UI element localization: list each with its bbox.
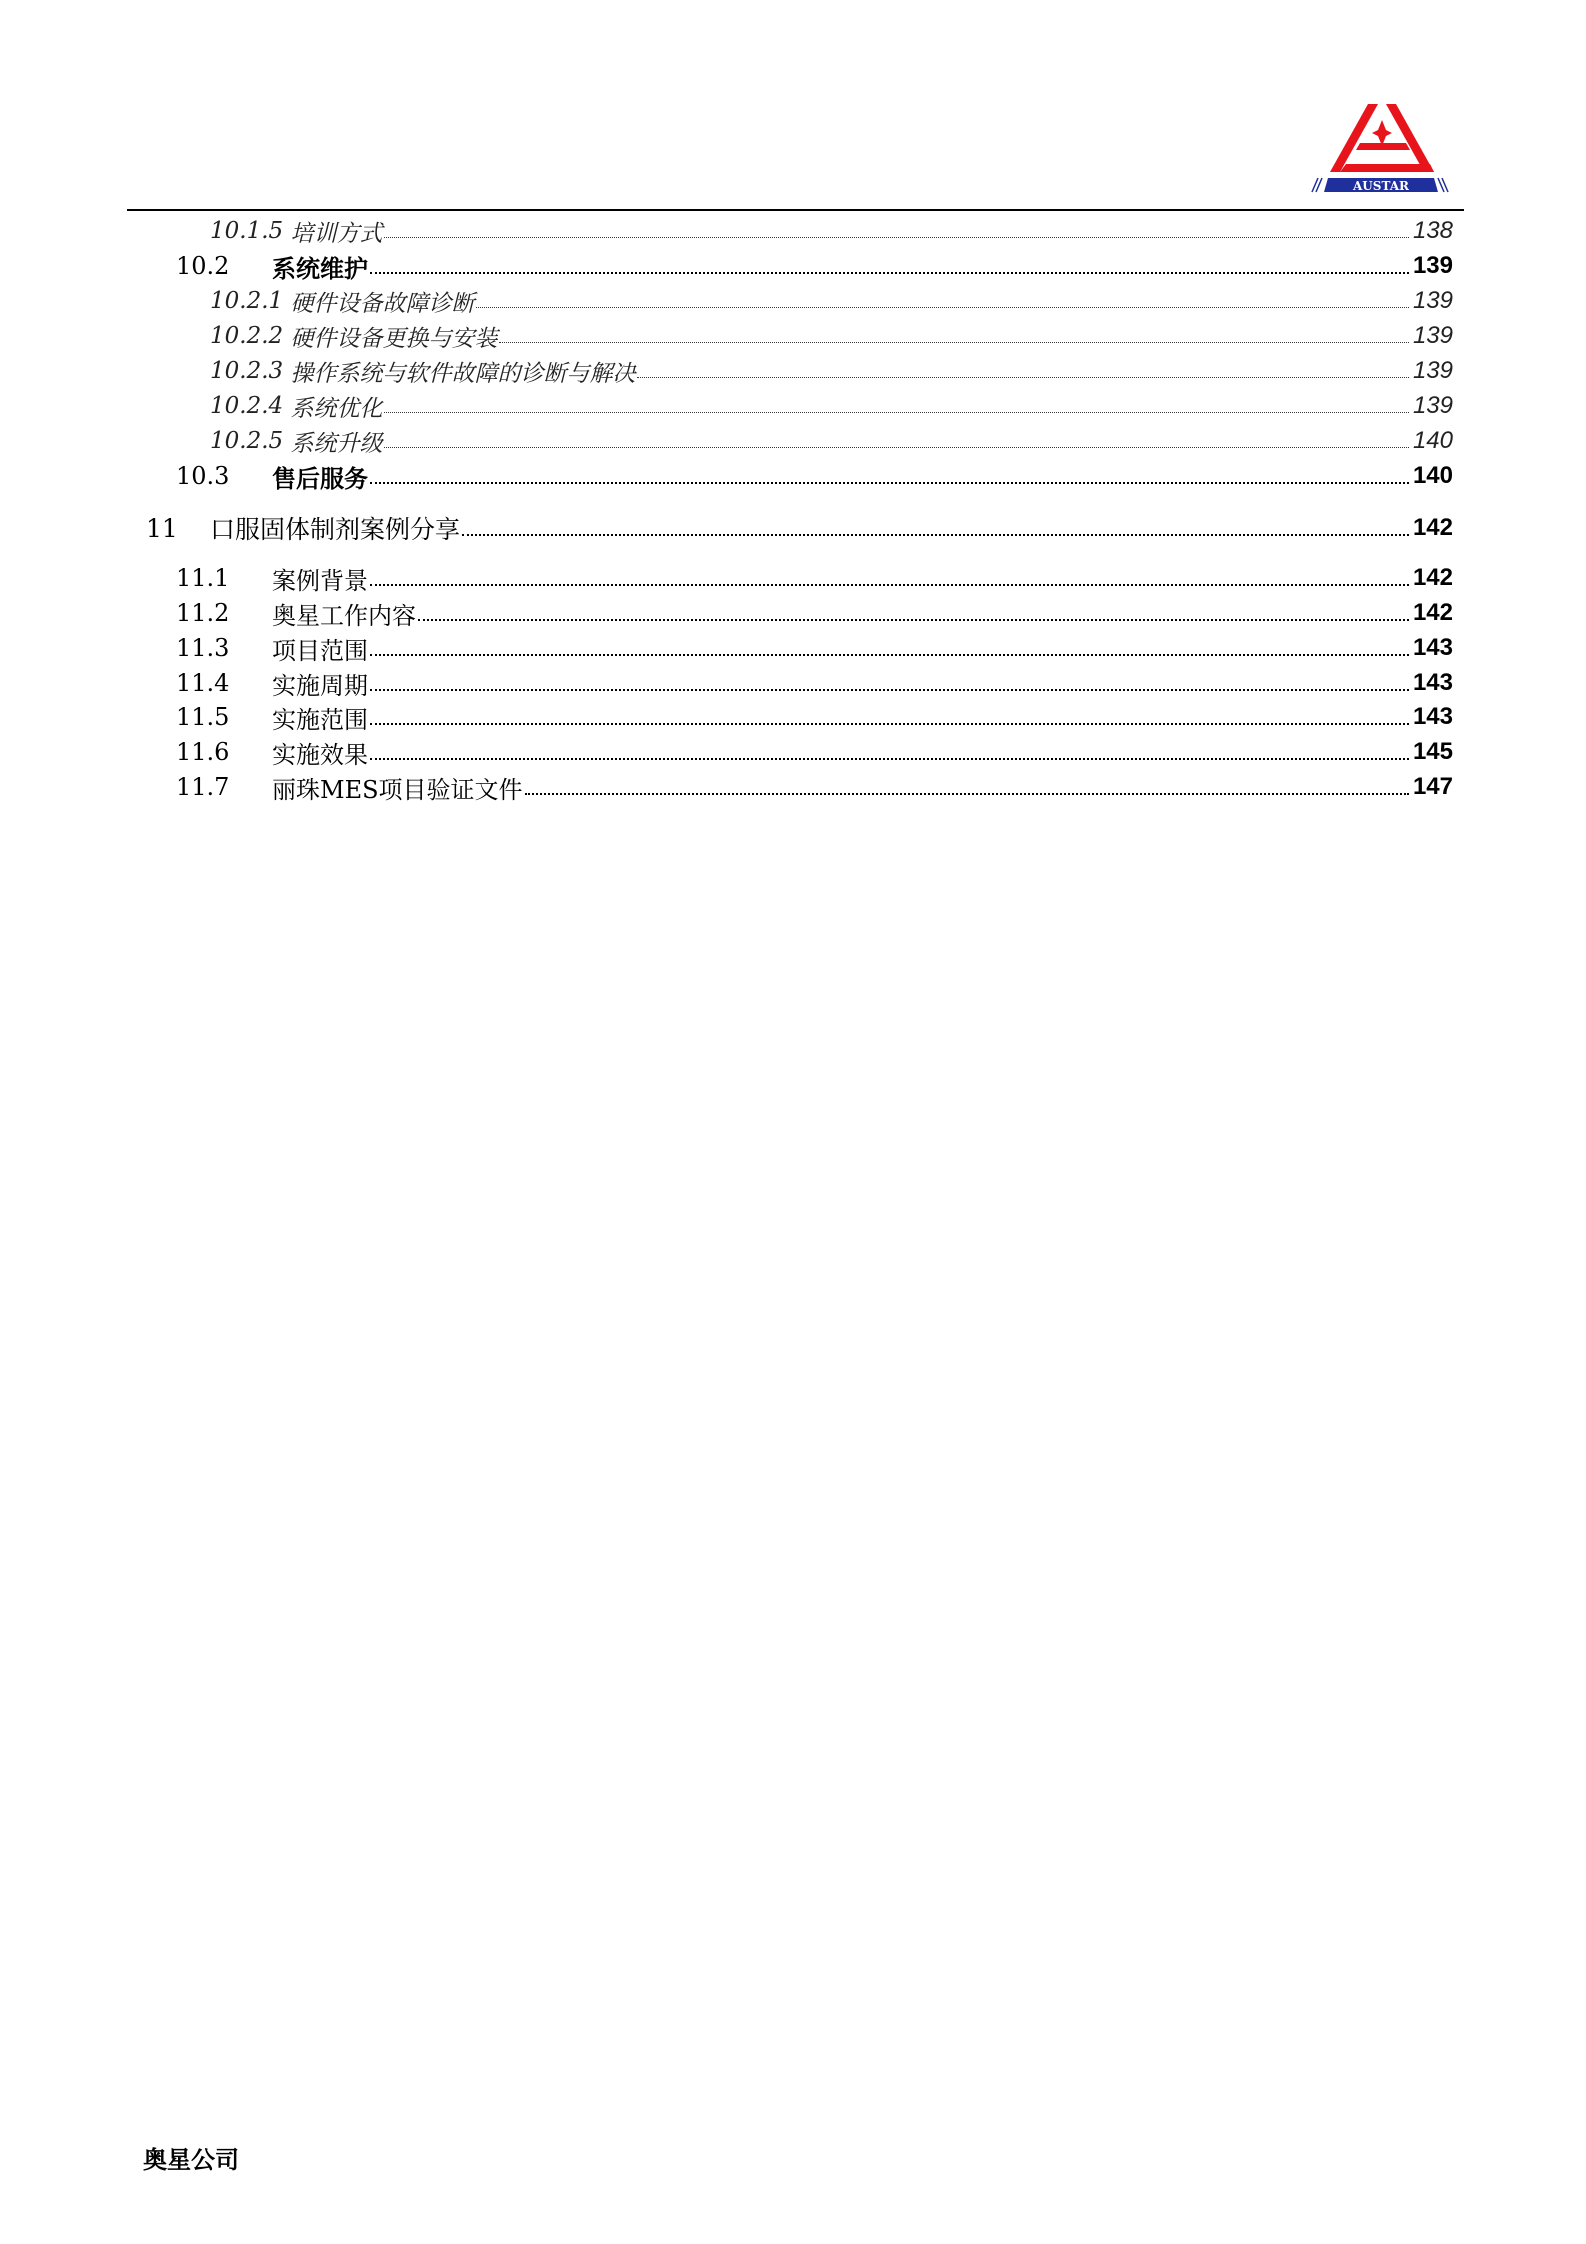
toc-number: 11.1 <box>176 564 230 592</box>
toc-number: 11 <box>146 513 178 543</box>
toc-title: 丽珠MES项目验证文件 <box>272 775 523 804</box>
toc-title: 项目范围 <box>272 636 368 665</box>
dot-leader <box>637 360 1408 382</box>
toc-page: 139 <box>1412 392 1453 419</box>
dot-leader <box>370 706 1409 728</box>
toc-number: 11.7 <box>176 773 230 801</box>
toc-number: 11.5 <box>176 703 230 731</box>
toc-entry-10-2[interactable] <box>176 249 1453 283</box>
header-rule <box>127 209 1464 211</box>
toc-title: 售后服务 <box>272 463 368 493</box>
toc-title: 实施周期 <box>272 671 368 700</box>
toc-page: 143 <box>1412 634 1453 661</box>
toc-entry-10-1-5[interactable] <box>210 214 1453 248</box>
toc-page: 143 <box>1412 669 1453 696</box>
toc-title: 实施效果 <box>272 740 368 769</box>
toc-entry-10-2-2[interactable] <box>210 319 1453 353</box>
toc-number: 11.4 <box>176 669 230 697</box>
toc-entry-10-2-5[interactable] <box>210 424 1453 458</box>
austar-logo-icon <box>1306 100 1456 200</box>
toc-number: 10.3 <box>176 462 230 490</box>
toc-number: 10.2.2 <box>210 323 284 349</box>
dot-leader <box>370 255 1409 277</box>
toc-number: 11.6 <box>176 738 230 766</box>
dot-leader <box>418 602 1409 624</box>
austar-logo <box>1306 100 1456 200</box>
toc-title: 实施范围 <box>272 705 368 734</box>
toc-entry-11-1[interactable] <box>176 561 1453 595</box>
toc-entry-11[interactable] <box>146 511 1453 545</box>
toc-title: 系统优化 <box>290 395 383 422</box>
toc-page: 143 <box>1412 703 1453 730</box>
toc-entry-10-2-3[interactable] <box>210 354 1453 388</box>
dot-leader <box>370 465 1409 487</box>
toc-page: 138 <box>1412 217 1453 244</box>
toc-number: 11.2 <box>176 599 230 627</box>
toc-entry-11-3[interactable] <box>176 631 1453 665</box>
toc-entry-11-2[interactable] <box>176 596 1453 630</box>
toc-page: 140 <box>1412 427 1453 454</box>
footer-company-name: 奥星公司 <box>143 2146 239 2174</box>
toc-title: 奥星工作内容 <box>272 601 416 630</box>
toc-number: 10.2.1 <box>210 288 284 314</box>
toc-title: 案例背景 <box>272 566 368 595</box>
toc-entry-11-6[interactable] <box>176 735 1453 769</box>
dot-leader <box>499 325 1408 347</box>
toc-page: 142 <box>1412 514 1453 541</box>
toc-entry-11-4[interactable] <box>176 666 1453 700</box>
toc-title: 操作系统与软件故障的诊断与解决 <box>290 360 636 387</box>
svg-text:AUSTAR: AUSTAR <box>1353 179 1409 193</box>
toc-title: 口服固体制剂案例分享 <box>210 515 461 544</box>
dot-leader <box>476 290 1408 312</box>
dot-leader <box>525 776 1409 798</box>
toc-page: 142 <box>1412 599 1453 626</box>
toc-title: 系统升级 <box>290 430 383 457</box>
toc-entry-11-7[interactable] <box>176 770 1453 804</box>
toc-number: 10.2 <box>176 252 230 280</box>
dot-leader <box>370 672 1409 694</box>
dot-leader <box>384 220 1408 242</box>
toc-number: 10.2.5 <box>210 428 284 454</box>
dot-leader <box>384 395 1408 417</box>
toc-entry-10-2-4[interactable] <box>210 389 1453 423</box>
toc-title: 硬件设备故障诊断 <box>290 290 475 317</box>
toc-entry-10-2-1[interactable] <box>210 284 1453 318</box>
dot-leader <box>462 517 1409 539</box>
toc-title: 硬件设备更换与安装 <box>290 325 498 352</box>
toc-number: 10.2.3 <box>210 358 284 384</box>
toc-title: 系统维护 <box>272 253 368 283</box>
toc-page: 139 <box>1412 252 1453 279</box>
dot-leader <box>370 741 1409 763</box>
toc-page: 139 <box>1412 322 1453 349</box>
toc-number: 10.1.5 <box>210 218 284 244</box>
toc-page: 147 <box>1412 773 1453 800</box>
toc-entry-11-5[interactable] <box>176 700 1453 734</box>
toc-page: 139 <box>1412 287 1453 314</box>
dot-leader <box>384 430 1408 452</box>
dot-leader <box>370 637 1409 659</box>
toc-page: 140 <box>1412 462 1453 489</box>
toc-title: 培训方式 <box>290 220 383 247</box>
dot-leader <box>370 567 1409 589</box>
toc-number: 10.2.4 <box>210 393 284 419</box>
toc-number: 11.3 <box>176 634 230 662</box>
toc-page: 139 <box>1412 357 1453 384</box>
toc-page: 142 <box>1412 564 1453 591</box>
toc-entry-10-3[interactable] <box>176 459 1453 493</box>
toc-page: 145 <box>1412 738 1453 765</box>
